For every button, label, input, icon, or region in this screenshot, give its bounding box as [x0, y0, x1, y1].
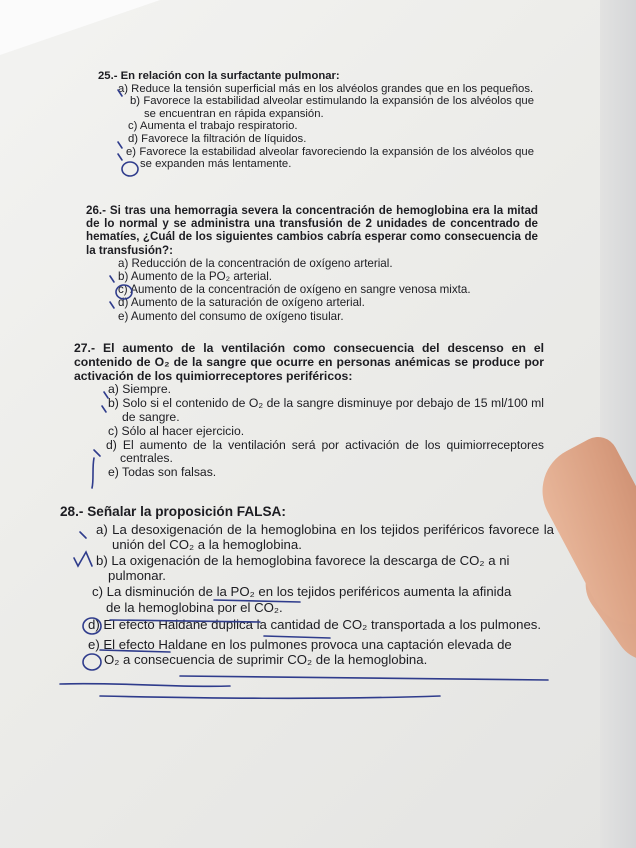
- option-e: e) El efecto Haldane en los pulmones provoca una captación elevada de: [88, 636, 512, 652]
- answer-circle-28e: [83, 654, 101, 670]
- option-e-cont: O₂ a consecuencia de suprimir CO₂ de la hemoglobina.: [104, 652, 428, 668]
- option-b-cont: pulmonar.: [108, 568, 166, 584]
- option-d: d) El aumento de la ventilación será por activación de los quimiorreceptores centrales.: [106, 437, 544, 466]
- option-e: e) Todas son falsas.: [108, 465, 217, 480]
- option-c: c) Sólo al hacer ejercicio.: [108, 423, 245, 438]
- tick-mark: [102, 406, 106, 412]
- option-a: a) Siempre.: [108, 382, 171, 397]
- tick-mark: [104, 392, 108, 398]
- underline: [180, 676, 548, 680]
- option-a: a) Reducción de la concentración de oxígeno arterial.: [118, 256, 393, 270]
- option-d: d) El efecto Haldane duplica la cantidad de CO₂ transportada a los pulmones.: [88, 617, 542, 633]
- tick-mark: [118, 142, 122, 148]
- underline: [264, 636, 330, 638]
- question-title: 27.- El aumento de la ventilación como consecuencia del descenso en el contenido de O₂ de la sangre que ocurre en personas anémicas se produce por activación de los quimiorreceptores periféricos:: [74, 341, 544, 383]
- option-c-cont: de la hemoglobina por el CO₂.: [106, 599, 283, 615]
- option-e: e) Favorece la estabilidad alveolar favoreciendo la expansión de los alvéolos que se expanden más lentamente.: [126, 145, 534, 171]
- option-e: e) Aumento del consumo de oxígeno tisular.: [118, 309, 344, 323]
- option-b: b) Favorece la estabilidad alveolar estimulando la expansión de los alvéolos que se encuentran en rápida expansión.: [130, 95, 534, 120]
- answer-circle-26c: [116, 285, 132, 299]
- question-title: 26.- Si tras una hemorragia severa la concentración de hemoglobina era la mitad de lo normal y se administra una transfusión de 2 unidades de concentrado de hematíes, ¿Cuál de los siguientes cambios cabría esperar como consecuencia de la transfusión?:: [86, 204, 538, 257]
- tick-mark: [94, 450, 100, 456]
- answer-circle-28d: [83, 618, 101, 634]
- option-d: d) Aumento de la saturación de oxígeno arterial.: [118, 296, 365, 310]
- option-a: a) Reduce la tensión superficial más en los alvéolos grandes que en los pequeños.: [118, 82, 534, 95]
- option-b: b) Solo si el contenido de O₂ de la sangre disminuye por debajo de 15 ml/100 ml de sangre.: [108, 396, 544, 424]
- margin-stroke: [92, 458, 94, 488]
- tick-mark: [74, 552, 92, 566]
- question-title: 25.- En relación con la surfactante pulmonar:: [98, 70, 340, 82]
- underline: [100, 696, 440, 698]
- option-b: b) Aumento de la PO₂ arterial.: [118, 270, 273, 284]
- option-d: d) Favorece la filtración de líquidos.: [128, 132, 307, 145]
- option-c: c) La disminución de la PO₂ en los tejidos periféricos aumenta la afinida: [92, 583, 512, 599]
- option-a: a) La desoxigenación de la hemoglobina en los tejidos periféricos favorece la unión del CO₂ a la hemoglobina.: [96, 521, 554, 553]
- underline: [100, 650, 170, 652]
- option-b: b) La oxigenación de la hemoglobina favorece la descarga de CO₂ a ni: [96, 552, 510, 568]
- option-c: c) Aumenta el trabajo respiratorio.: [128, 120, 298, 133]
- underline: [60, 684, 230, 687]
- tick-mark: [118, 90, 122, 96]
- tick-mark: [118, 154, 122, 160]
- underline: [214, 600, 300, 602]
- option-c: c) Aumento de la concentración de oxígeno en sangre venosa mixta.: [118, 283, 471, 297]
- question-title: 28.- Señalar la proposición FALSA:: [60, 504, 286, 519]
- tick-mark: [110, 276, 114, 282]
- answer-circle-25e: [122, 162, 138, 176]
- tick-mark: [80, 532, 86, 538]
- underline: [110, 620, 260, 622]
- tick-mark: [110, 302, 114, 308]
